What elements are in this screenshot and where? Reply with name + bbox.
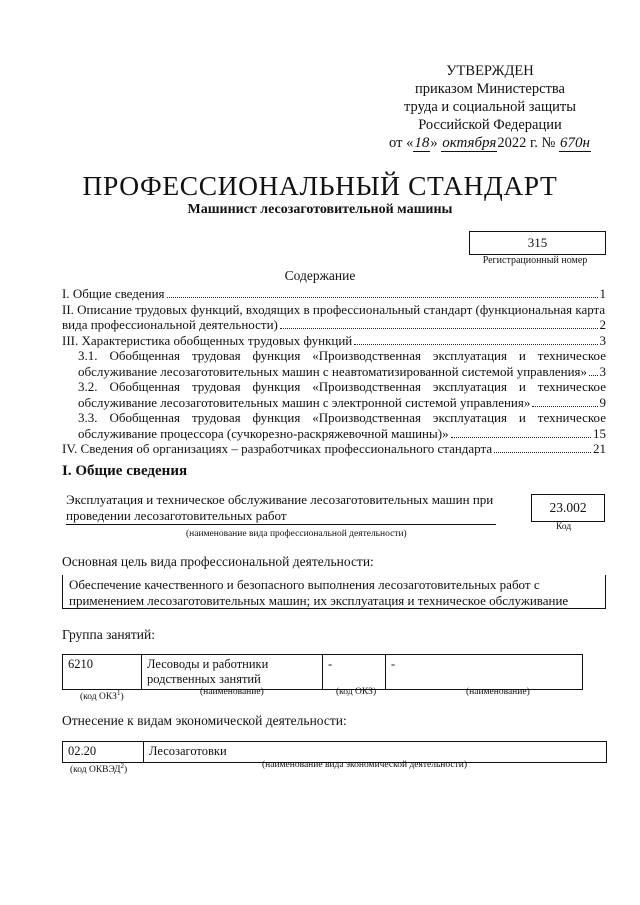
toc-heading: Содержание — [284, 268, 356, 283]
okved-name-cell: Лесозаготовки — [144, 742, 607, 763]
section-heading: I. Общие сведения — [62, 463, 188, 479]
activity-kind-line: Эксплуатация и техническое обслуживание лесозаготовительных машин при — [66, 492, 494, 507]
okz-name-cell: - — [386, 655, 583, 690]
activity-code: 23.002 — [531, 494, 605, 522]
date-day: 18 — [414, 135, 430, 151]
toc-item[interactable]: IV. Сведения об организациях – разработчиках профессионального стандарта 21 — [62, 441, 606, 456]
activity-kind — [66, 492, 506, 542]
goal-text: применением лесозаготовительных машин; их эксплуатация и техническое обслуживание — [69, 593, 569, 608]
activity-kind-line: проведении лесозаготовительных работ — [66, 508, 496, 525]
date-month: октября — [442, 135, 497, 151]
goal-text: Обеспечение качественного и безопасного выполнения лесозаготовительных работ с — [69, 577, 540, 592]
code-caption: Код — [556, 522, 572, 532]
date-year: 2022 г. № — [497, 135, 556, 151]
approval-line: труда и социальной защиты — [404, 99, 576, 115]
okz-name-cell: Лесоводы и работники родственных занятий — [142, 655, 323, 690]
toc-leader — [589, 375, 597, 376]
okz-name-caption: (наименование) — [466, 687, 530, 697]
toc-leader — [354, 344, 597, 345]
occupation-group-table — [62, 654, 583, 690]
toc-leader — [280, 328, 598, 329]
toc-item[interactable]: 3.2. Обобщенная трудовая функция «Производственная эксплуатация и техническое обслуживание лесозаготовительных машин с электронной системой управления» 9 — [78, 379, 606, 410]
document-title: ПРОФЕССИОНАЛЬНЫЙ СТАНДАРТ — [82, 170, 558, 201]
toc-leader — [167, 297, 598, 298]
okz-code-caption: (код ОКЗ$^1$) — [80, 689, 124, 703]
table-row — [63, 655, 583, 690]
goal-box — [62, 575, 606, 609]
toc-item[interactable]: 3.3. Обобщенная трудовая функция «Производственная эксплуатация и техническое обслуживание процессора (сучкорезно-раскряжевочной машины)» 15 — [78, 410, 606, 441]
toc-item[interactable]: III. Характеристика обобщенных трудовых функций 3 — [62, 332, 606, 348]
date-sep: » — [430, 135, 438, 151]
registration-label: Регистрационный номер — [482, 255, 588, 266]
goal-label: Основная цель вида профессиональной деятельности: — [62, 554, 374, 569]
okved-code-cell: 02.20 — [63, 742, 144, 763]
toc-leader — [494, 452, 591, 453]
approval-line: приказом Министерства — [415, 81, 565, 97]
order-number: 670н — [560, 135, 590, 151]
group-label: Группа занятий: — [62, 627, 155, 642]
toc-item[interactable]: II. Описание трудовых функций, входящих в профессиональный стандарт (функциональная карта вида профессиональной деятельности) 2 — [62, 301, 606, 332]
registration-number: 315 — [469, 231, 606, 255]
approval-date — [380, 134, 600, 152]
toc-item[interactable]: I. Общие сведения 1 — [62, 286, 606, 301]
okz-code-cell: - — [323, 655, 386, 690]
okz-name-caption: (наименование) — [200, 687, 264, 697]
date-prefix: от « — [389, 135, 414, 151]
okved-label: Отнесение к видам экономической деятельности: — [62, 713, 347, 728]
approval-line: Российской Федерации — [418, 117, 562, 133]
table-of-contents — [62, 286, 606, 457]
okz-code-cell: 6210 — [63, 655, 142, 690]
toc-item[interactable]: 3.1. Обобщенная трудовая функция «Производственная эксплуатация и техническое обслуживание лесозаготовительных машин с неавтоматизированной системой управления» 3 — [78, 348, 606, 379]
okved-name-caption: (наименование вида экономической деятельности) — [262, 760, 467, 770]
document-subtitle: Машинист лесозаготовительной машины — [187, 202, 453, 217]
okz-code-caption: (код ОКЗ) — [336, 687, 377, 697]
okved-code-caption: (код ОКВЭД$^2$) — [70, 762, 128, 776]
activity-kind-caption: (наименование вида профессиональной деятельности) — [186, 529, 407, 539]
toc-leader — [532, 406, 597, 407]
toc-leader — [451, 437, 591, 438]
approval-line: УТВЕРЖДЕН — [446, 63, 534, 79]
approval-block — [380, 62, 600, 152]
